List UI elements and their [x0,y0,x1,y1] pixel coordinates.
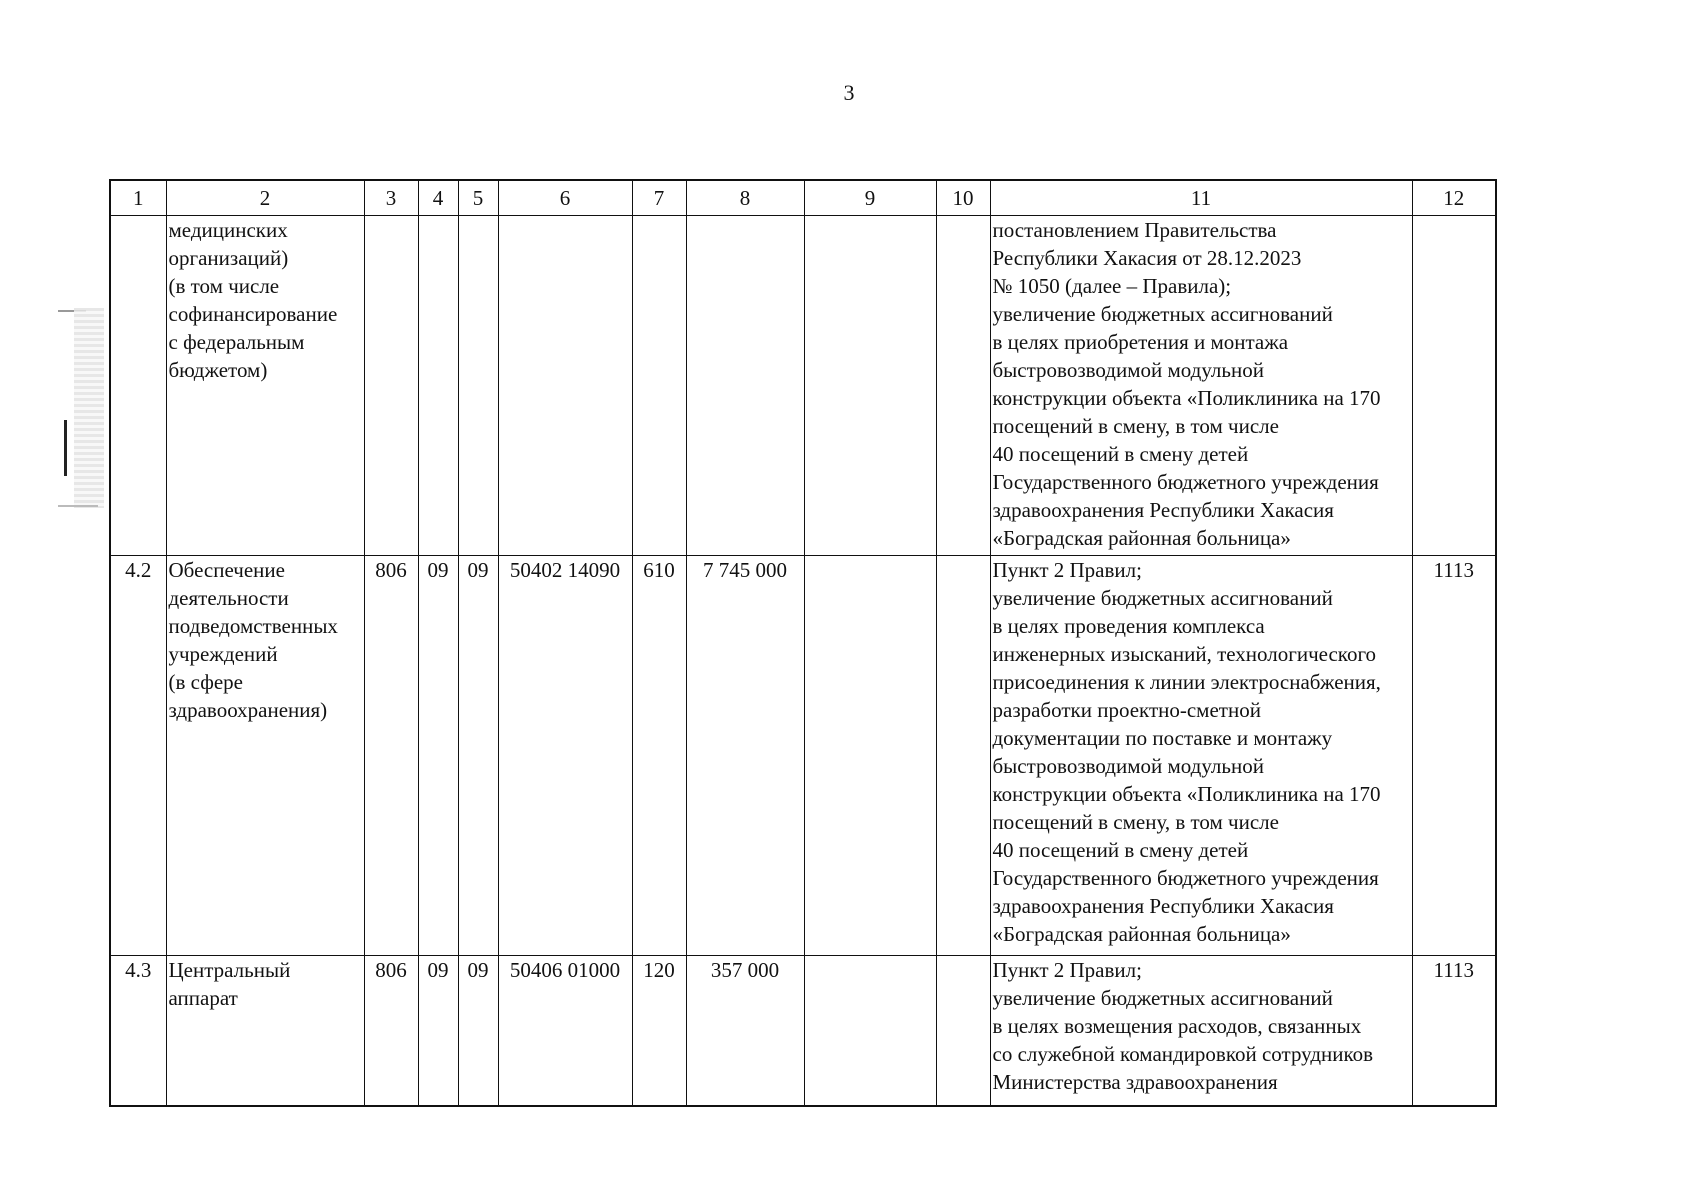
table-row [110,216,1496,556]
name-cell: Обеспечение деятельности подведомственных учреждений (в сфере здравоохранения) [166,556,364,956]
code-cell: 806 [364,556,418,956]
header-cell: 8 [686,180,804,216]
section-cell [418,216,458,556]
row-number-cell [110,216,166,556]
subsection-cell: 09 [458,556,498,956]
header-cell: 12 [1412,180,1496,216]
col10-cell [936,556,990,956]
section-cell: 09 [418,556,458,956]
col9-cell [804,956,936,1106]
header-cell: 3 [364,180,418,216]
basis-cell: Пункт 2 Правил; увеличение бюджетных ассигнований в целях возмещения расходов, связанных со служебной командировкой сотрудников Министерства здравоохранения [990,956,1412,1106]
amount-cell: 7 745 000 [686,556,804,956]
col12-cell: 1113 [1412,556,1496,956]
subsection-cell: 09 [458,956,498,1106]
col9-cell [804,216,936,556]
budget-table [109,179,1497,1107]
basis-cell: постановлением Правительства Республики Хакасия от 28.12.2023 № 1050 (далее – Правила); увеличение бюджетных ассигнований в целях приобретения и монтажа быстровозводимой модульной конструкции объекта «Поликлиника на 170 посещений в смену, в том числе 40 посещений в смену детей Государственного бюджетного учреждения здравоохранения Республики Хакасия «Боградская районная больница» [990,216,1412,556]
row-number-cell: 4.2 [110,556,166,956]
col12-cell [1412,216,1496,556]
subsection-cell [458,216,498,556]
table-row [110,556,1496,956]
code-cell [364,216,418,556]
section-cell: 09 [418,956,458,1106]
name-cell: Центральный аппарат [166,956,364,1106]
page-number: 3 [843,80,855,105]
basis-cell: Пункт 2 Правил; увеличение бюджетных ассигнований в целях проведения комплекса инженерных изысканий, технологического присоединения к линии электроснабжения, разработки проектно-сметной документации по поставке и монтажу быстровозводимой модульной конструкции объекта «Поликлиника на 170 посещений в смену, в том числе 40 посещений в смену детей Государственного бюджетного учреждения здравоохранения Республики Хакасия «Боградская районная больница» [990,556,1412,956]
header-cell: 5 [458,180,498,216]
col10-cell [936,216,990,556]
margin-stamp-mark [58,300,108,520]
target-code-cell: 50406 01000 [498,956,632,1106]
target-code-cell: 50402 14090 [498,556,632,956]
expense-type-cell: 120 [632,956,686,1106]
header-cell: 9 [804,180,936,216]
col10-cell [936,956,990,1106]
amount-cell: 357 000 [686,956,804,1106]
expense-type-cell [632,216,686,556]
target-code-cell [498,216,632,556]
code-cell: 806 [364,956,418,1106]
col12-cell: 1113 [1412,956,1496,1106]
col9-cell [804,556,936,956]
expense-type-cell: 610 [632,556,686,956]
header-cell: 11 [990,180,1412,216]
header-cell: 7 [632,180,686,216]
header-cell: 2 [166,180,364,216]
table-header-row [110,180,1496,216]
header-cell: 6 [498,180,632,216]
header-cell: 10 [936,180,990,216]
name-cell: медицинских организаций) (в том числе софинансирование с федеральным бюджетом) [166,216,364,556]
row-number-cell: 4.3 [110,956,166,1106]
header-cell: 4 [418,180,458,216]
table-row [110,956,1496,1106]
header-cell: 1 [110,180,166,216]
amount-cell [686,216,804,556]
